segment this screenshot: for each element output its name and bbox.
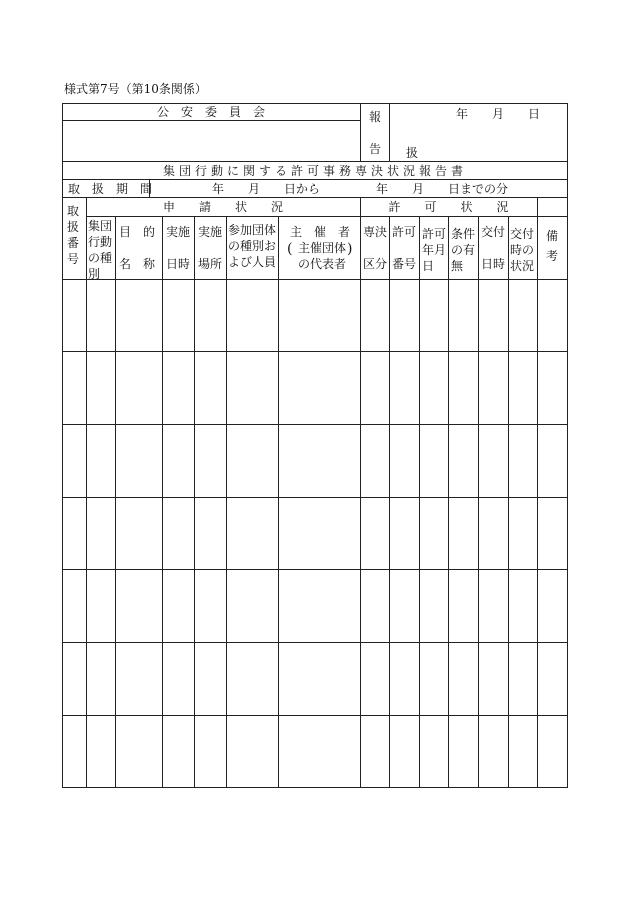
header-division: 専決: [363, 225, 388, 239]
header-kind: 集団行動の種別: [88, 219, 113, 281]
header-permit-number-2: 番号: [392, 257, 417, 271]
header-division-2: 区分: [363, 257, 388, 271]
header-organizer-group: 主催団体: [298, 241, 347, 255]
header-purpose: 目 的: [119, 225, 156, 239]
header-permit-date: 許可年月日: [422, 227, 447, 273]
header-date-2: 日時: [166, 257, 191, 271]
header-place-2: 場所: [198, 257, 223, 271]
header-conditions: 条件の有無: [451, 227, 476, 273]
header-issue-date-2: 日時: [481, 257, 506, 271]
report-right-border: [389, 103, 390, 161]
period-bottom-border: [62, 197, 568, 198]
table-row[interactable]: [63, 280, 567, 351]
header-issue-status: 交付時の状況: [510, 227, 535, 273]
title-top-border: [62, 161, 568, 162]
header-organizer: 主 催 者: [290, 225, 351, 239]
report-date: 年 月 日: [456, 107, 541, 121]
period-from: 年 月 日から: [212, 182, 321, 196]
permit-group-header: 許 可 状 況: [388, 200, 509, 214]
report-label-bottom: 告: [369, 142, 382, 156]
table-row[interactable]: [63, 498, 567, 569]
handled-label: 扱: [406, 146, 419, 160]
application-group-header: 申 請 状 況: [162, 200, 283, 214]
committee-underline: [62, 120, 360, 121]
period-to: 年 月 日までの分: [376, 182, 509, 196]
header-issue-date: 交付: [481, 225, 506, 239]
table-right-border: [567, 103, 568, 788]
header-groups: 参加団体の種別および人員: [228, 223, 277, 269]
title-bottom-border: [62, 179, 568, 180]
table-bottom-border: [62, 787, 568, 788]
table-row[interactable]: [63, 425, 567, 497]
header-handling-number: 取扱番号: [66, 204, 79, 266]
header-date: 実施: [166, 225, 191, 239]
bracket-right-icon: ): [347, 241, 353, 257]
header-permit-number: 許可: [392, 225, 417, 239]
report-label-top: 報: [369, 110, 382, 124]
header-remarks: 備考: [545, 229, 558, 263]
period-label: 取 扱 期 間: [68, 182, 153, 196]
header-name: 名 称: [119, 257, 156, 271]
table-row[interactable]: [63, 716, 567, 787]
table-row[interactable]: [63, 352, 567, 424]
table-row[interactable]: [63, 643, 567, 715]
committee-label: 公 安 委 員 会: [156, 105, 265, 119]
report-left-border: [360, 103, 361, 161]
header-organizer-rep: の代表者: [298, 257, 347, 271]
table-top-border: [62, 103, 568, 104]
bracket-left-icon: (: [287, 241, 293, 257]
header-place: 実施: [198, 225, 223, 239]
form-title: 集団行動に関する許可事務専決状況報告書: [162, 164, 467, 178]
form-number: 様式第7号（第10条関係）: [64, 82, 207, 96]
group-header-bottom-border: [86, 216, 568, 217]
table-row[interactable]: [63, 570, 567, 642]
